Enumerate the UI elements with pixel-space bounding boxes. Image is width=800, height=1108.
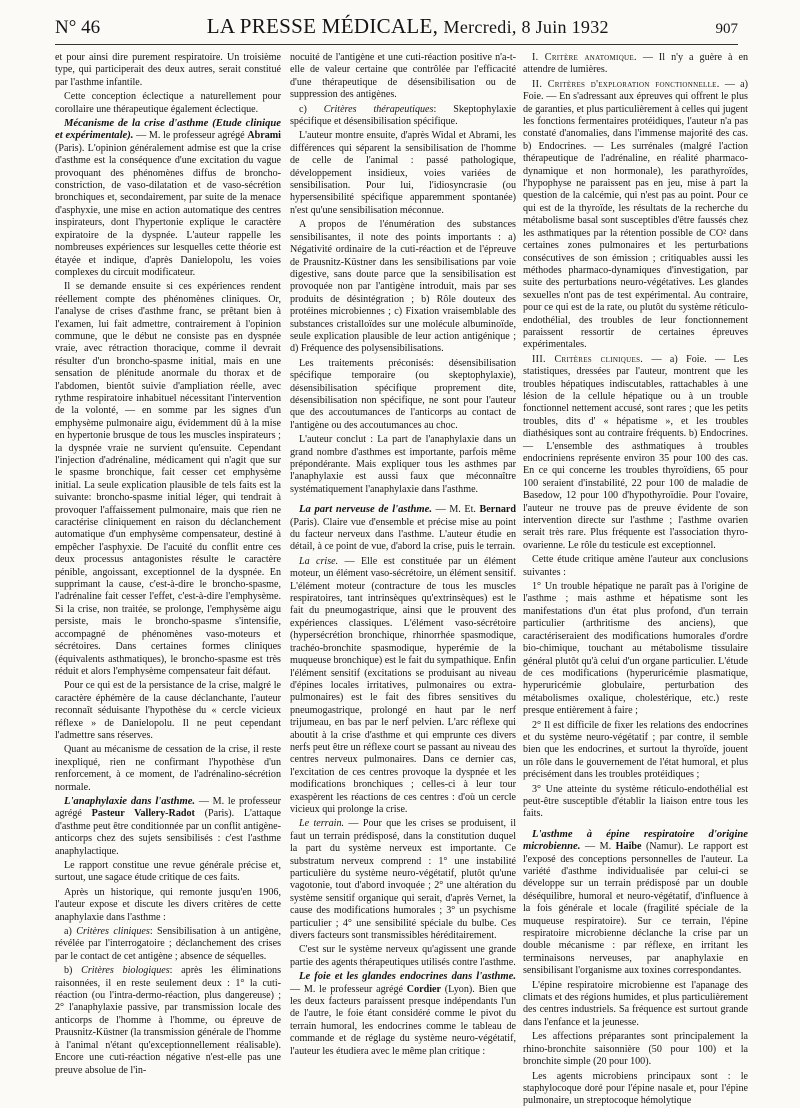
paragraph: L'auteur montre ensuite, d'après Widal et Abrami, les différences qui séparent la sensibilisation de l'homme de celle de l'animal : passé pathologique, développement insidieux, voies variées de sensibilisation. Pour lui, l'idiosyncrasie (ou hypersensibilité spécifique apparemment spontanée) n'est qu'une sensibilisation méconnue. xyxy=(290,130,516,216)
paragraph: Après un historique, qui remonte jusqu'en 1906, l'auteur expose et discute les divers critères de cette anaphylaxie dans l'asthme : xyxy=(55,886,281,923)
column-1 xyxy=(55,52,282,1076)
paragraph: Il se demande ensuite si ces expériences rendent réellement compte des phénomènes cliniques. Or, l'analyse de crises d'asthme franc, se prêtant bien à l'examen, lui fait admettre, contrairement à l'opinion commune, que le début ne consiste pas en dyspnée vraie, avec rétraction thoracique, comme il devrait résulter d'un broncho-spasme initial, mais en une sensation de plénitude anormale du thorax et de l'abdomen, bientôt suivie d'ampliation réelle, avec rythme respiratoire inhabituel nécessitant l'intervention de la volonté, — en somme par les signes d'un emphysème pulmonaire aigu, évidemment dû à la mise en hypertonie brusque de tous les muscles inspirateurs ; la dyspnée vraie ne survient qu'ensuite. Cependant l'injection d'adrénaline, médicament qui n'agit que sur le spasme bronchique, fait cesser cet emphysème initial. La seule explication plausible de tels faits est la suivante: broncho-spasme initial léger, qui tendrait à provoquer l'affaissement pulmonaire, mais que rien ne caractérise cliniquement en raison du déclanchement automatique d'un emphysème compensateur, destiné à empêcher l'asphyxie. De l'acuité du conflit entre ces deux processus antagonistes résulte le caractère pénible, angoissant, exceptionnel de la dyspnée. En supprimant la cause, c'est-à-dire le broncho-spasme, l'adrénaline fait cesser l'effet, c'est-à-dire l'emphysème. Si la crise, non traitée, se prolonge, l'emphysème aigu persiste, mais le broncho-spasme s'intensifie, accompagné de phénomènes vaso-moteurs et sécrétoires. Dans certaines formes cliniques (équivalents asthmatiques), le broncho-spasme est très réduit et alors l'emphysème compensateur fait défaut. xyxy=(55,281,281,677)
section-title: L'asthme à épine respiratoire d'origine microbienne. xyxy=(523,828,748,853)
page-header xyxy=(55,14,738,42)
issue-date: Mercredi, 8 Juin 1932 xyxy=(443,17,609,37)
paragraph: 1° Un trouble hépatique ne paraît pas à l'origine de l'asthme ; mais asthme et hépatisme sont les manifestations d'un état plus profond, d'un terrain particulier (arthritisme des anciens), que caractériseraient des modifications humorales d'ordre bio-chimique, touchant au métabolisme tissulaire général plutôt qu'à celui d'un organe particulier. L'étude de ces modifications (hyperuricémie plasmatique, hyperuricémie globulaire, perturbation des métabolismes oxalique, cholestérique, etc.) reste presque entièrement à faire ; xyxy=(523,581,748,717)
paragraph: Cette conception éclectique a naturellement pour corollaire une thérapeutique également éclectique. xyxy=(55,91,281,115)
section-anaphylaxie: L'anaphylaxie dans l'asthme. — M. le professeur agrégé Pasteur Vallery-Radot (Paris). L'attaque d'asthme peut être conditionnée par un conflit antigène-anticorps chez des sujets sensibilisés : c'est l'asthme anaphylactique. xyxy=(55,795,282,857)
section-title: Le foie et les glandes endocrines dans l'asthme. xyxy=(299,971,516,983)
page-number: 907 xyxy=(715,21,738,37)
paragraph: Pour ce qui est de la persistance de la crise, malgré le caractère éphémère de la cause déclanchante, l'auteur reconnaît séduisante l'hypothèse du « cercle vicieux réflexe » de Danielopolu. Il ne peut cependant l'admettre sans réserves. xyxy=(55,680,281,741)
paragraph: Cette étude critique amène l'auteur aux conclusions suivantes : xyxy=(523,554,748,578)
section-epine-respiratoire: L'asthme à épine respiratoire d'origine microbienne. — M. Haibe (Namur). Le rapport est l'exposé des conceptions personnelles de l'auteur. La variété d'asthme individualisée par celui-ci se développe sur un terrain prédisposé par un double déséquilibre, humoral et neuro-végétatif, d'influence à la fois générale et locale (fragilité spéciale de la muqueuse respiratoire). Sur ce terrain, l'épine respiratoire microbienne déclanche la crise par un double mécanisme : par réflexe, en irritant les terminaisons nerveuses, par anaphylaxie en sensibilisant l'organisme aux toxines correspondantes. xyxy=(523,828,748,977)
section-title: L'anaphylaxie dans l'asthme. xyxy=(64,795,196,807)
author-name: Bernard xyxy=(479,504,516,516)
paragraph: Les affections préparantes sont principalement la rhino-bronchite saisonnière (50 pour 100) et la bronchite simple (20 pour 100). xyxy=(523,1031,748,1068)
paragraph: Quant au mécanisme de cessation de la crise, il reste inexpliqué, rien ne confirmant l'hypothèse d'un renforcement, à ce moment, de l'adrénalino-sécrétion normale. xyxy=(55,744,281,793)
section-foie-glandes: Le foie et les glandes endocrines dans l'asthme. — M. le professeur agrégé Cordier (Lyon). Bien que les deux facteurs paraissent presque indépendants l'un de l'autre, le foie étant considéré comme le pivot du terrain humoral, les endocrines comme le tableau de commande et de réglage du système neuro-végétatif, l'auteur les étudiera avec le même plan critique : xyxy=(290,971,516,1057)
column-2 xyxy=(290,52,516,1070)
paragraph: A propos de l'énumération des substances sensibilisantes, il note des points importants : a) Négativité ordinaire de la cuti-réaction et de l'épreuve de Prausnitz-Küstner dans les sensibilisations par voie digestive, sans doute parce que la sensibilisation est provoquée non par l'antigène introduit, mais par ses produits de désintégration ; b) Rôle douteux des protéines microbiennes ; c) Fixation vraisemblable des substances cristalloïdes sur une molécule albuminoïde, seule explication plausible de leur action antigénique ; d) Fréquence des polysensibilisations. xyxy=(290,219,516,355)
author-name: Pasteur Vallery-Radot xyxy=(91,808,195,820)
author-name: Cordier xyxy=(406,983,441,995)
section-title: Mécanisme de la crise d'asthme (Etude clinique et expérimentale). xyxy=(55,118,281,142)
paragraph: C'est sur le système nerveux qu'agissent une grande partie des agents thérapeutiques utilisés contre l'asthme. xyxy=(290,944,516,968)
issue-number: N° 46 xyxy=(55,17,101,38)
section-mecanisme-crise: Mécanisme de la crise d'asthme (Etude clinique et expérimentale). — M. le professeur agrégé Abrami (Paris). L'opinion généralement admise est que la crise d'asthme est la conséquence d'une excitation du vague provoquant des phénomènes diffus de broncho-constriction, de vaso-dilatation et de vaso-sécrétion bronchiques et, secondairement, par suite de la menace d'asphyxie, une mise en action automatique des centres inspirateurs, dont l'hypertonie explique le caractère expiratoire de la dyspnée. L'auteur rappelle les nombreuses expériences sur lesquelles cette théorie est étayée et indique, d'après Danielopolu, les voies complexes du circuit modificateur. xyxy=(55,118,281,278)
paragraph: et pour ainsi dire purement respiratoire. Un troisième type, qui participerait des deux autres, serait constitué par l'asthme infantile. xyxy=(55,52,281,88)
paragraph: nocuité de l'antigène et une cuti-réaction positive n'a-t-elle de valeur certaine que contrôlée par l'efficacité d'une thérapeutique de désensibilisation ou de suppression des antigènes. xyxy=(290,52,516,101)
paragraph: Les traitements préconisés: désensibilisation spécifique temporaire (ou skeptophylaxie), désensibilisation spécifique proprement dite, désensibilisation non spécifique, ne sont pour l'auteur que des accoutumances de l'anticorps au contact de l'antigène ou des accoutumances au choc. xyxy=(290,357,516,431)
paragraph: 2° Il est difficile de fixer les relations des endocrines et du système neuro-végétatif ; par contre, il semble bien que les endocrines, et surtout la thyroïde, jouent un rôle dans le gouvernement de l'état humoral, et plus précisément dans les troubles protéidiques ; xyxy=(523,719,748,781)
header-rule xyxy=(55,44,738,45)
author-name: Haibe xyxy=(615,841,642,853)
paragraph: a) Critères cliniques: Sensibilisation à un antigène, révélée par l'interrogatoire ; déclanchement des crises par le contact de cet antigène ; absence de séquelles. xyxy=(55,926,281,962)
paragraph: III. Critères cliniques. — a) Foie. — Les statistiques, dressées par l'auteur, montrent que les troubles hépatiques indiscutables, rattachables à une lésion de la cellule hépatique ou à un trouble fonctionnel nettement accusé, sont rares ; que les petits troubles, dits d' « hépatisme », et les troubles diathésiques sont au contraire fréquents. b) Endocrines. — L'ensemble des asthmatiques à troubles endocriniens représente environ 35 pour 100 des cas. En ce qui concerne les troubles thyroïdiens, 65 pour 100 seraient d'instabilité, 22 pour 100 de maladie de Basedow, 12 pour 100 d'hypothyroïdie. Pour l'ovaire, l'auteur ne trouve pas de preuve évidente de son intervention directe sur l'asthme ; l'asthme ovarien serait très rare. Plus fréquente est l'association thyro-ovarienne. Le rôle du testicule est exceptionnel. xyxy=(523,353,748,551)
paragraph: L'épine respiratoire microbienne est l'apanage des climats et des régions humides, et plus particulièrement des centres industriels. Sa fréquence est surtout grande dans l'enfance et la jeunesse. xyxy=(523,979,748,1028)
paragraph: b) Critères biologiques: après les éliminations raisonnées, il en reste seulement deux : 1° la cuti-réaction (ou l'intra-dermo-réaction, plus dangereuse) ; 2° l'anaphylaxie passive, par transmission locale des anticorps de l'homme à l'homme, ou épreuve de Prausnitz-Küstner (la transmission générale de l'homme à l'animal n'étant qu'exceptionnellement réalisable). Encore une cuti-réaction négative n'est-elle pas une preuve absolue de l'in- xyxy=(55,965,281,1076)
paragraph: II. Critères d'exploration fonctionnelle. — a) Foie. — En s'adressant aux épreuves qui offrent le plus de garanties, et plus particulièrement à celles qui jugent les fonctions fermentaires protéidiques, l'auteur n'a pas constaté d'anomalies, dans l'immense majorité des cas. b) Endocrines. — Les surrénales (malgré l'action thérapeutique de l'adrénaline, en réalité pharmaco-dynamique et non hormonale), les parathyroïdes, l'hypophyse ne paraissent pas en jeu, mise à part la question de la calcémie, qui n'est pas au point. Pour ce qui est de la thyroïde, les résultats de la recherche du métabolisme basal sont susceptibles d'être faussés chez les asthmatiques par la rétention possible de CO² dans certaines zones pulmonaires et les perturbations consécutives de son émission ; critiquables aussi les méthodes pharmaco-dynamiques d'investigation, par suite des perturbations neuro-végétatives. Les glandes sexuelles n'ont pas de test expérimental. Au contraire, pour ce qui est de la rate, ou plutôt du système réticulo-endothélial, des troubles de leur fonctionnement paraissent ressortir de certaines épreuves expérimentales. xyxy=(523,78,749,351)
paragraph: Le terrain. — Pour que les crises se produisent, il faut un terrain prédisposé, dans la constitution duquel la part du système nerveux est importante. Ce substratum nerveux comprend : 1° une instabilité particulière du système neuro-végétatif, plutôt qu'une vagotonie, tout d'abord invoquée ; 2° une altération du système sensitif organique qui serait, d'après Vernet, la cause des modifications humorales ; 3° un psychisme particulier ; 4° une sensibilité spéciale du bulbe. Ces divers facteurs sont transmissibles héréditairement. xyxy=(290,818,516,942)
column-3 xyxy=(523,52,749,1107)
section-part-nerveuse: La part nerveuse de l'asthme. — M. Et. Bernard (Paris). Claire vue d'ensemble et précise mise au point du facteur nerveux dans l'asthme. L'auteur étudie en détail, à ce point de vue, d'abord la crise, puis le terrain. xyxy=(290,504,516,553)
paragraph: La crise. — Elle est constituée par un élément moteur, un élément vaso-sécrétoire, un élément sensitif. L'élément moteur (contracture de tous les muscles respiratoires, tant intrinsèques qu'extrinsèques) est le fait du pneumogastrique, ainsi que le prouvent des expériences classiques. L'élément vaso-sécrétoire (hypersécrétion bronchique, rhinorrhée spasmodique, trachéo-bronchite spasmodique, hyperémie de la muqueuse bronchique) est le fait du sympathique. Enfin l'élément sensitif (excitations se produisant au niveau d'épines locales irritatives, pulmonaires ou extra-pulmonaires) est le fait des fibres sensitives du pneumogastrique, prolongé en haut par le nerf trijumeau, en bas par le nerf pelvien. L'arc réflexe qui aboutit à la crise d'asthme et qui emprunte ces divers nerfs peut être un réflexe court se passant au niveau des centres nerveux pulmonaires. Dans ce dernier cas, l'excitation de ces centres provoque la dyspnée et les modifications bronchiques ; celles-ci à leur tour exaspèrent les réactions de ces centres : d'où un cercle vicieux qui prolonge la crise. xyxy=(290,555,517,815)
paragraph: L'auteur conclut : La part de l'anaphylaxie dans un grand nombre d'asthmes est importante, parfois même prépondérante. Mais expliquer tous les asthmes par l'anaphylaxie est aussi faux que méconnaître systématiquement l'anaphylaxie dans l'asthme. xyxy=(290,434,516,495)
journal-title xyxy=(207,14,609,39)
journal-name: LA PRESSE MÉDICALE, xyxy=(206,14,439,38)
paragraph: 3° Une atteinte du système réticulo-endothélial est peut-être susceptible d'établir la liaison entre tous les faits. xyxy=(523,783,748,820)
paragraph: Le rapport constitue une revue générale précise et, surtout, une sagace étude critique de ces faits. xyxy=(55,860,281,884)
paragraph: I. Critère anatomique. — Il n'y a guère à en attendre de lumières. xyxy=(523,52,748,76)
paragraph: Les agents microbiens principaux sont : le staphylocoque doré pour l'épine nasale et, pour l'épine pulmonaire, un streptocoque hémolytique xyxy=(523,1070,748,1107)
section-title: La part nerveuse de l'asthme. xyxy=(299,504,432,516)
author-name: Abrami xyxy=(247,130,281,142)
paragraph: c) Critères thérapeutiques: Skeptophylaxie spécifique et désensibilisation spécifique. xyxy=(290,103,516,128)
